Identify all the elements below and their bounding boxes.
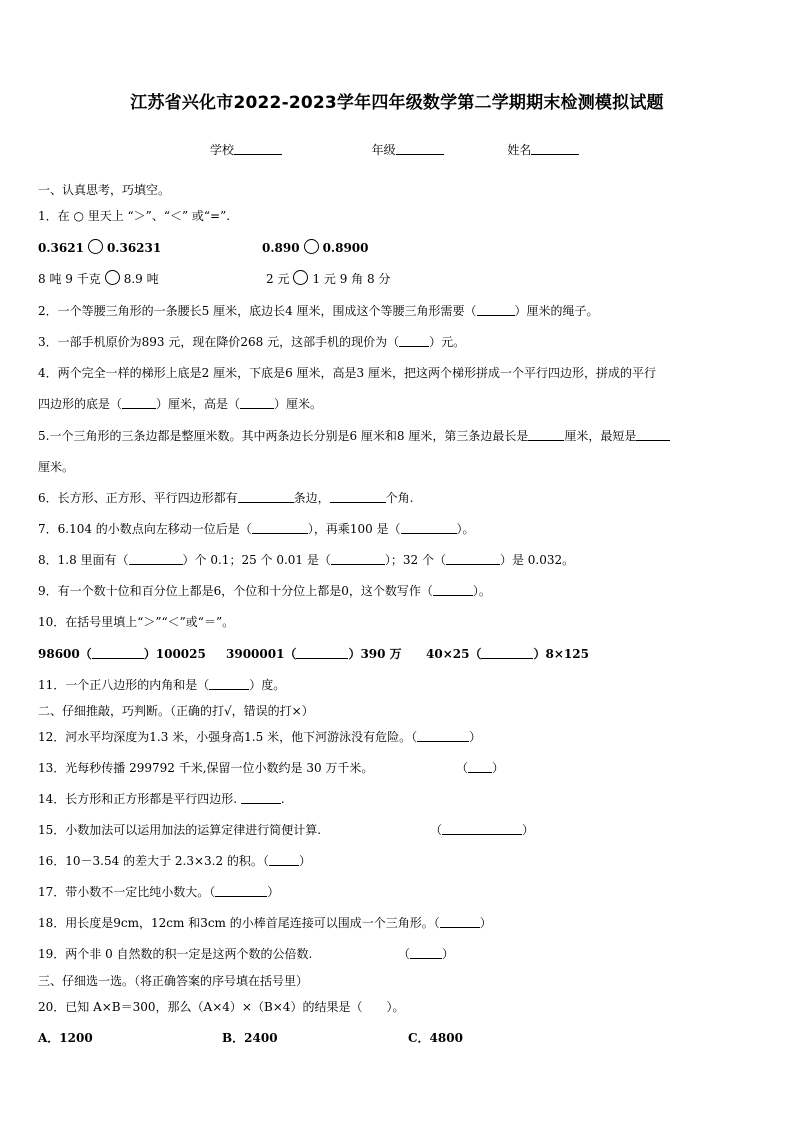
q1-a-left: 0.3621 xyxy=(38,241,84,255)
q1-a-right: 0.36231 xyxy=(106,241,162,255)
answer-blank[interactable] xyxy=(410,946,442,959)
q5-text-b: 厘米，最短是 xyxy=(564,429,637,443)
answer-blank[interactable] xyxy=(446,552,500,565)
answer-blank[interactable] xyxy=(129,552,183,565)
answer-blank[interactable] xyxy=(399,334,429,347)
q10-c-left: 40×25（ xyxy=(426,647,482,661)
answer-blank[interactable] xyxy=(636,428,670,441)
q6-text-a: 6．长方形、正方形、平行四边形都有 xyxy=(38,491,238,505)
q4-text-c: ）厘米。 xyxy=(274,397,323,411)
question-17 xyxy=(38,883,758,901)
q13-text-a: 13．光每秒传播 299792 千米,保留一位小数约是 30 万千米。 xyxy=(38,761,374,775)
q16-text-b: ） xyxy=(298,854,311,868)
question-4-line-2 xyxy=(38,395,758,413)
q1-b-right: 0.8900 xyxy=(322,241,369,255)
school-label: 学校 xyxy=(210,143,235,157)
q15-paren-open: （ xyxy=(430,823,443,837)
question-2 xyxy=(38,302,758,320)
compare-circle[interactable] xyxy=(304,239,319,254)
answer-blank[interactable] xyxy=(481,646,533,659)
answer-blank[interactable] xyxy=(477,303,515,316)
answer-blank[interactable] xyxy=(209,677,249,690)
q10-b-right: ）390 万 xyxy=(348,647,402,661)
q18-text-b: ） xyxy=(479,916,492,930)
compare-circle[interactable] xyxy=(293,270,308,285)
student-info-row xyxy=(210,141,610,159)
q10-c-right: ）8×125 xyxy=(533,647,589,661)
grade-blank[interactable] xyxy=(396,142,444,155)
section-3-heading: 三、仔细选一选。（将正确答案的序号填在括号里） xyxy=(38,974,309,988)
school-blank[interactable] xyxy=(234,142,282,155)
q3-text-b: ）元。 xyxy=(429,335,466,349)
answer-blank[interactable] xyxy=(330,490,386,503)
q9-text-a: 9．有一个数十位和百分位上都是6，个位和十分位上都是0，这个数写作（ xyxy=(38,584,433,598)
q7-text-b: ），再乘100 是（ xyxy=(307,522,401,536)
q2-text-b: ）厘米的绳子。 xyxy=(514,304,599,318)
option-b[interactable]: B．2400 xyxy=(222,1031,278,1045)
q10-b-left: 3900001（ xyxy=(226,647,297,661)
q14-text-b: . xyxy=(280,792,285,806)
q10-a-right: ）100025 xyxy=(143,647,206,661)
q1-d-right: 1 元 9 角 8 分 xyxy=(312,272,391,286)
q4-text-b: ）厘米，高是（ xyxy=(156,397,241,411)
question-10-row xyxy=(38,645,758,663)
question-16 xyxy=(38,852,758,870)
q6-text-b: 条边， xyxy=(293,491,330,505)
question-14 xyxy=(38,790,758,808)
grade-label: 年级 xyxy=(371,143,396,157)
answer-blank[interactable] xyxy=(238,490,294,503)
q17-text-b: ） xyxy=(267,885,280,899)
question-1: 1．在 ○ 里天上 “＞”、“＜” 或“=”. xyxy=(38,209,231,223)
question-20: 20．已知 A×B＝300，那么（A×4）×（B×4）的结果是（ ）。 xyxy=(38,1000,405,1014)
question-4-line-1: 4．两个完全一样的梯形上底是2 厘米，下底是6 厘米，高是3 厘米，把这两个梯形拼成一个平行四边形，拼成的平行 xyxy=(38,366,656,380)
q9-text-b: ）。 xyxy=(472,584,491,598)
answer-blank[interactable] xyxy=(440,915,480,928)
compare-circle[interactable] xyxy=(105,270,120,285)
q16-text-a: 16．10－3.54 的差大于 2.3×3.2 的积。（ xyxy=(38,854,269,868)
q15-text-a: 15．小数加法可以运用加法的运算定律进行简便计算. xyxy=(38,823,322,837)
answer-blank[interactable] xyxy=(122,396,156,409)
q11-text-a: 11．一个正八边形的内角和是（ xyxy=(38,678,210,692)
name-label: 姓名 xyxy=(507,143,532,157)
q19-paren-close: ） xyxy=(442,947,455,961)
q7-text-c: ）。 xyxy=(456,522,475,536)
q13-paren-open: （ xyxy=(456,761,469,775)
answer-blank[interactable] xyxy=(241,791,281,804)
q7-text-a: 7．6.104 的小数点向左移动一位后是（ xyxy=(38,522,252,536)
question-11 xyxy=(38,676,758,694)
q4-text-a: 四边形的底是（ xyxy=(38,397,123,411)
q10-a-left: 98600（ xyxy=(38,647,92,661)
q12-text-a: 12．河水平均深度为1.3 米，小强身高1.5 米，他下河游泳没有危险。（ xyxy=(38,730,418,744)
answer-blank[interactable] xyxy=(92,646,144,659)
question-8 xyxy=(38,551,758,569)
q3-text-a: 3．一部手机原价为893 元，现在降价268 元，这部手机的现价为（ xyxy=(38,335,400,349)
answer-blank[interactable] xyxy=(240,396,274,409)
q1-b-left: 0.890 xyxy=(262,241,300,255)
answer-blank[interactable] xyxy=(252,521,308,534)
question-7 xyxy=(38,520,758,538)
q12-text-b: ） xyxy=(469,730,482,744)
question-13 xyxy=(38,759,758,777)
q19-paren-open: （ xyxy=(398,947,411,961)
q1-c-right: 8.9 吨 xyxy=(123,272,159,286)
question-10: 10．在括号里填上“＞”“＜”或“＝”。 xyxy=(38,615,235,629)
answer-blank[interactable] xyxy=(442,822,522,835)
compare-circle[interactable] xyxy=(88,239,103,254)
question-19 xyxy=(38,945,758,963)
question-5-line-2: 厘米。 xyxy=(38,460,75,474)
q2-text-a: 2．一个等腰三角形的一条腰长5 厘米，底边长4 厘米，围成这个等腰三角形需要（ xyxy=(38,304,477,318)
q15-paren-close: ） xyxy=(522,823,535,837)
option-c[interactable]: C．4800 xyxy=(408,1031,463,1045)
answer-blank[interactable] xyxy=(528,428,564,441)
question-20-options xyxy=(38,1029,758,1047)
q5-text-a: 5.一个三角形的三条边都是整厘米数。其中两条边长分别是6 厘米和8 厘米，第三条边最长是 xyxy=(38,429,529,443)
question-6 xyxy=(38,489,758,507)
question-18 xyxy=(38,914,758,932)
q19-text-a: 19．两个非 0 自然数的积一定是这两个数的公倍数. xyxy=(38,947,313,961)
option-a[interactable]: A．1200 xyxy=(38,1031,93,1045)
q8-text-d: ）是 0.032。 xyxy=(499,553,575,567)
answer-blank[interactable] xyxy=(215,884,267,897)
answer-blank[interactable] xyxy=(417,729,469,742)
q1-d-left: 2 元 xyxy=(266,272,290,286)
answer-blank[interactable] xyxy=(269,853,299,866)
question-9 xyxy=(38,582,758,600)
q11-text-b: ）度。 xyxy=(249,678,286,692)
q8-text-b: ）个 0.1；25 个 0.01 是（ xyxy=(182,553,331,567)
section-2-heading: 二、仔细推敲，巧判断。（正确的打√，错误的打×） xyxy=(38,704,314,718)
answer-blank[interactable] xyxy=(468,760,492,773)
question-1-row-1 xyxy=(38,239,758,257)
question-15 xyxy=(38,821,758,839)
q17-text-a: 17．带小数不一定比纯小数大。（ xyxy=(38,885,216,899)
question-12 xyxy=(38,728,758,746)
q13-paren-close: ） xyxy=(492,761,505,775)
q6-text-c: 个角. xyxy=(385,491,414,505)
answer-blank[interactable] xyxy=(433,583,473,596)
q8-text-c: ）；32 个（ xyxy=(384,553,446,567)
q8-text-a: 8．1.8 里面有（ xyxy=(38,553,129,567)
q14-text-a: 14．长方形和正方形都是平行四边形. xyxy=(38,792,238,806)
question-5-line-1 xyxy=(38,427,758,445)
answer-blank[interactable] xyxy=(401,521,457,534)
q18-text-a: 18．用长度是9cm，12cm 和3cm 的小棒首尾连接可以围成一个三角形。（ xyxy=(38,916,440,930)
name-blank[interactable] xyxy=(531,142,579,155)
page-title: 江苏省兴化市2022-2023学年四年级数学第二学期期末检测模拟试题 xyxy=(130,93,664,113)
answer-blank[interactable] xyxy=(296,646,348,659)
section-1-heading: 一、认真思考，巧填空。 xyxy=(38,183,171,197)
q1-c-left: 8 吨 9 千克 xyxy=(38,272,101,286)
question-1-row-2 xyxy=(38,270,758,288)
answer-blank[interactable] xyxy=(331,552,385,565)
question-3 xyxy=(38,333,758,351)
